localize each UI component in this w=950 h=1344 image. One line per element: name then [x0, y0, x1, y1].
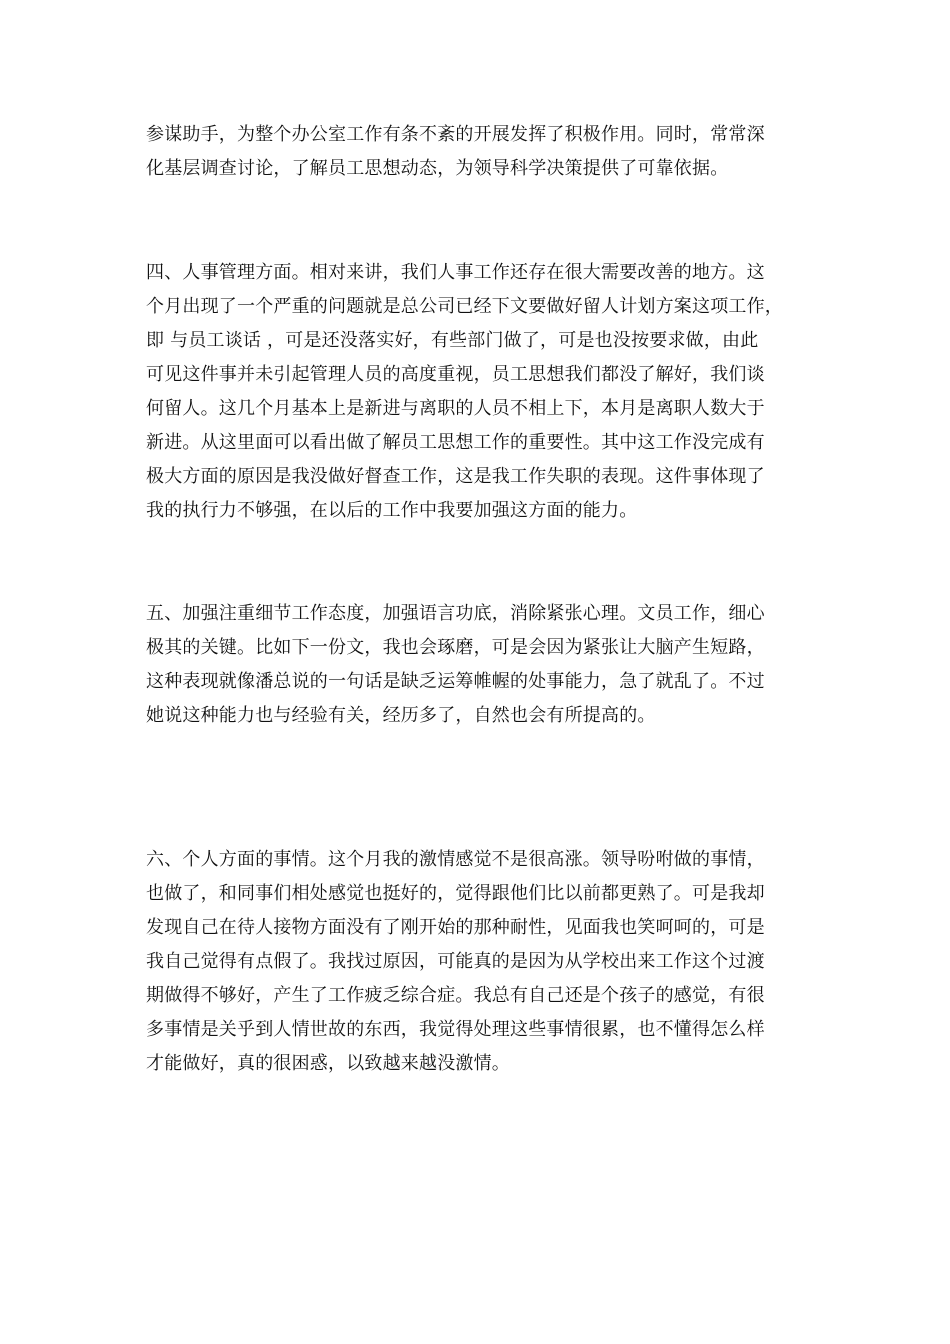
text-line: 个月出现了一个严重的问题就是总公司已经下文要做好留人计划方案这项工作，: [146, 296, 783, 317]
paragraph-section-5: [146, 597, 818, 733]
text-line: 发现自己在待人接物方面没有了刚开始的那种耐性，见面我也笑呵呵的，可是: [146, 917, 765, 938]
paragraph-section-4: [146, 256, 818, 528]
text-line: 极其的关键。比如下一份文，我也会琢磨，可是会因为紧张让大脑产生短路，: [146, 637, 765, 658]
text-line: 新进。从这里面可以看出做了解员工思想工作的重要性。其中这工作没完成有: [146, 432, 765, 453]
text-line: 化基层调查讨论，了解员工思想动态，为领导科学决策提供了可靠依据。: [146, 158, 729, 179]
text-line: 六、个人方面的事情。这个月我的激情感觉不是很高涨。领导吩咐做的事情，: [146, 849, 765, 870]
text-line: 也做了，和同事们相处感觉也挺好的，觉得跟他们比以前都更熟了。可是我却: [146, 883, 765, 904]
text-line: 她说这种能力也与经验有关，经历多了，自然也会有所提高的。: [146, 705, 656, 726]
text-line: 我的执行力不够强，在以后的工作中我要加强这方面的能力。: [146, 500, 638, 521]
text-line: 四、人事管理方面。相对来讲，我们人事工作还存在很大需要改善的地方。这: [146, 262, 765, 283]
text-line: 参谋助手，为整个办公室工作有条不紊的开展发挥了积极作用。同时，常常深: [146, 124, 765, 145]
paragraph-section-6: [146, 843, 818, 1081]
text-line: 这种表现就像潘总说的一句话是缺乏运筹帷幄的处事能力，急了就乱了。不过: [146, 671, 765, 692]
text-line: 极大方面的原因是我没做好督查工作，这是我工作失职的表现。这件事体现了: [146, 466, 765, 487]
text-line: 即 与员工谈话 ，可是还没落实好，有些部门做了，可是也没按要求做，由此: [146, 330, 759, 351]
text-line: 我自己觉得有点假了。我找过原因，可能真的是因为从学校出来工作这个过渡: [146, 951, 765, 972]
text-line: 多事情是关乎到人情世故的东西，我觉得处理这些事情很累，也不懂得怎么样: [146, 1019, 765, 1040]
text-line: 期做得不够好，产生了工作疲乏综合症。我总有自己还是个孩子的感觉，有很: [146, 985, 765, 1006]
text-line: 可见这件事并未引起管理人员的高度重视，员工思想我们都没了解好，我们谈: [146, 364, 765, 385]
paragraph-continuation: [146, 118, 818, 186]
text-line: 五、加强注重细节工作态度，加强语言功底，消除紧张心理。文员工作，细心: [146, 603, 765, 624]
text-line: 何留人。这几个月基本上是新进与离职的人员不相上下，本月是离职人数大于: [146, 398, 765, 419]
text-line: 才能做好，真的很困惑，以致越来越没激情。: [146, 1053, 510, 1074]
